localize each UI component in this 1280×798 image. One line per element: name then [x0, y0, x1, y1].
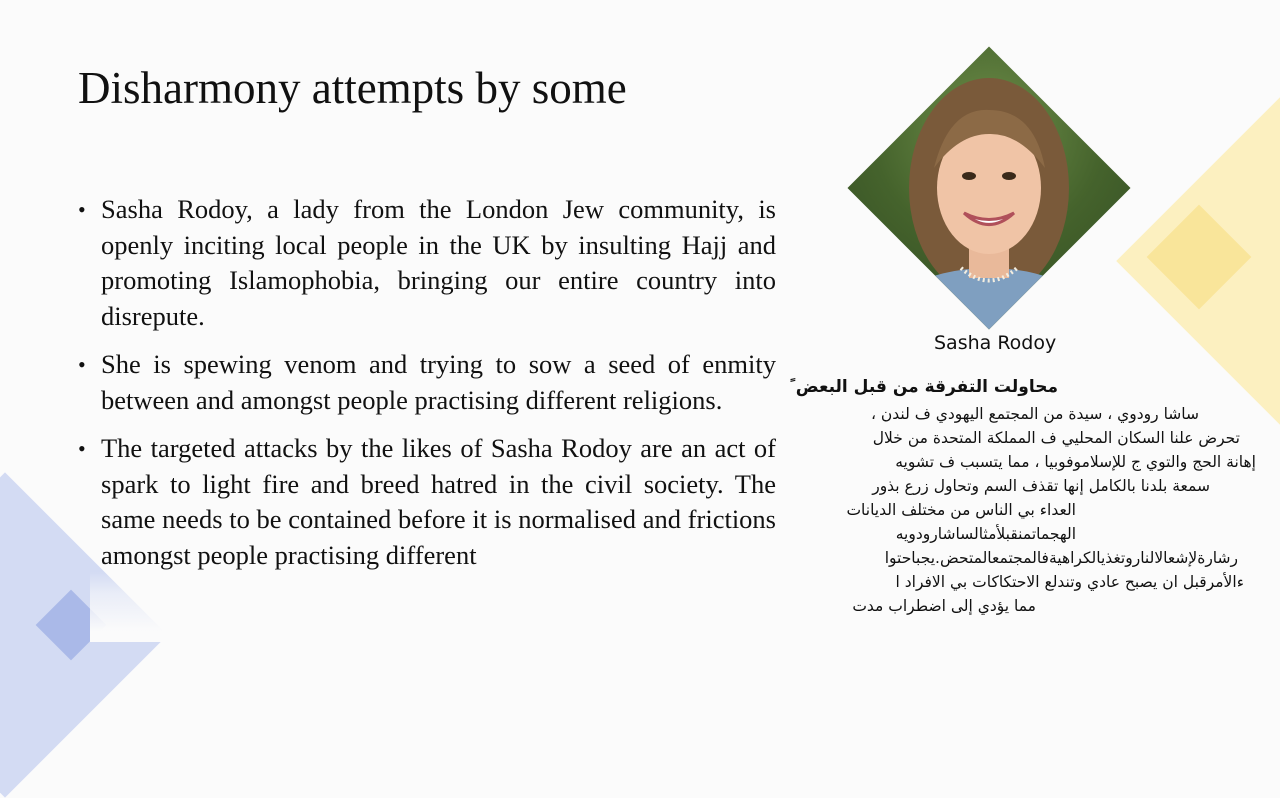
- portrait-illustration: [848, 47, 1131, 330]
- arabic-line: تحرض علنا السكان المحليي ف المملكة المتحدة من خلال: [872, 429, 1240, 447]
- bullet-list: [78, 192, 776, 586]
- bullet-item: • Sasha Rodoy, a lady from the London Jew community, is openly inciting local people in the UK by insulting Hajj and promoting Islamophobia, bringing our entire country into disrepute.: [78, 192, 776, 334]
- bullet-item: • The targeted attacks by the likes of Sasha Rodoy are an act of spark to light fire and breed hatred in the civil society. The same needs to be contained before it is normalised and frictions amongst people practising different: [78, 431, 776, 573]
- arabic-line: ساشا رودوي ، سيدة من المجتمع اليهودي ف لندن ،: [870, 405, 1199, 423]
- slide-title: Disharmony attempts by some: [78, 63, 627, 113]
- arabic-title: محاولت التفرقة من قبل البعض ً: [790, 377, 1058, 397]
- arabic-line: مما يؤدي إلى اضطراب مدت: [852, 597, 1036, 615]
- arabic-line: العداء بي الناس من مختلف الديانات: [846, 501, 1076, 519]
- arabic-translation-block: [790, 372, 1256, 618]
- photo-caption: Sasha Rodoy: [934, 332, 1057, 354]
- arabic-line: إهانة الحج والتوي ج للإسلاموفوبيا ، مما يتسبب ف تشويه: [895, 453, 1256, 471]
- arabic-line: سمعة بلدنا بالكامل إنها تقذف السم وتحاول زرع بذور: [872, 477, 1210, 495]
- bullet-item: • She is spewing venom and trying to sow a seed of enmity between and amongst people practising different religions.: [78, 347, 776, 418]
- arabic-line: ءالأمرقبل ان يصبح عادي وتندلع الاحتكاكات بي الافراد ا: [895, 573, 1244, 591]
- arabic-line: الهجماتمنقبلأمثالساشارودويه: [895, 525, 1076, 543]
- arabic-line: رشارةلإشعالالناروتغذيالكراهيةفالمجتمعالمتحض.يجباحتوا: [884, 549, 1238, 567]
- portrait-photo: [848, 47, 1131, 330]
